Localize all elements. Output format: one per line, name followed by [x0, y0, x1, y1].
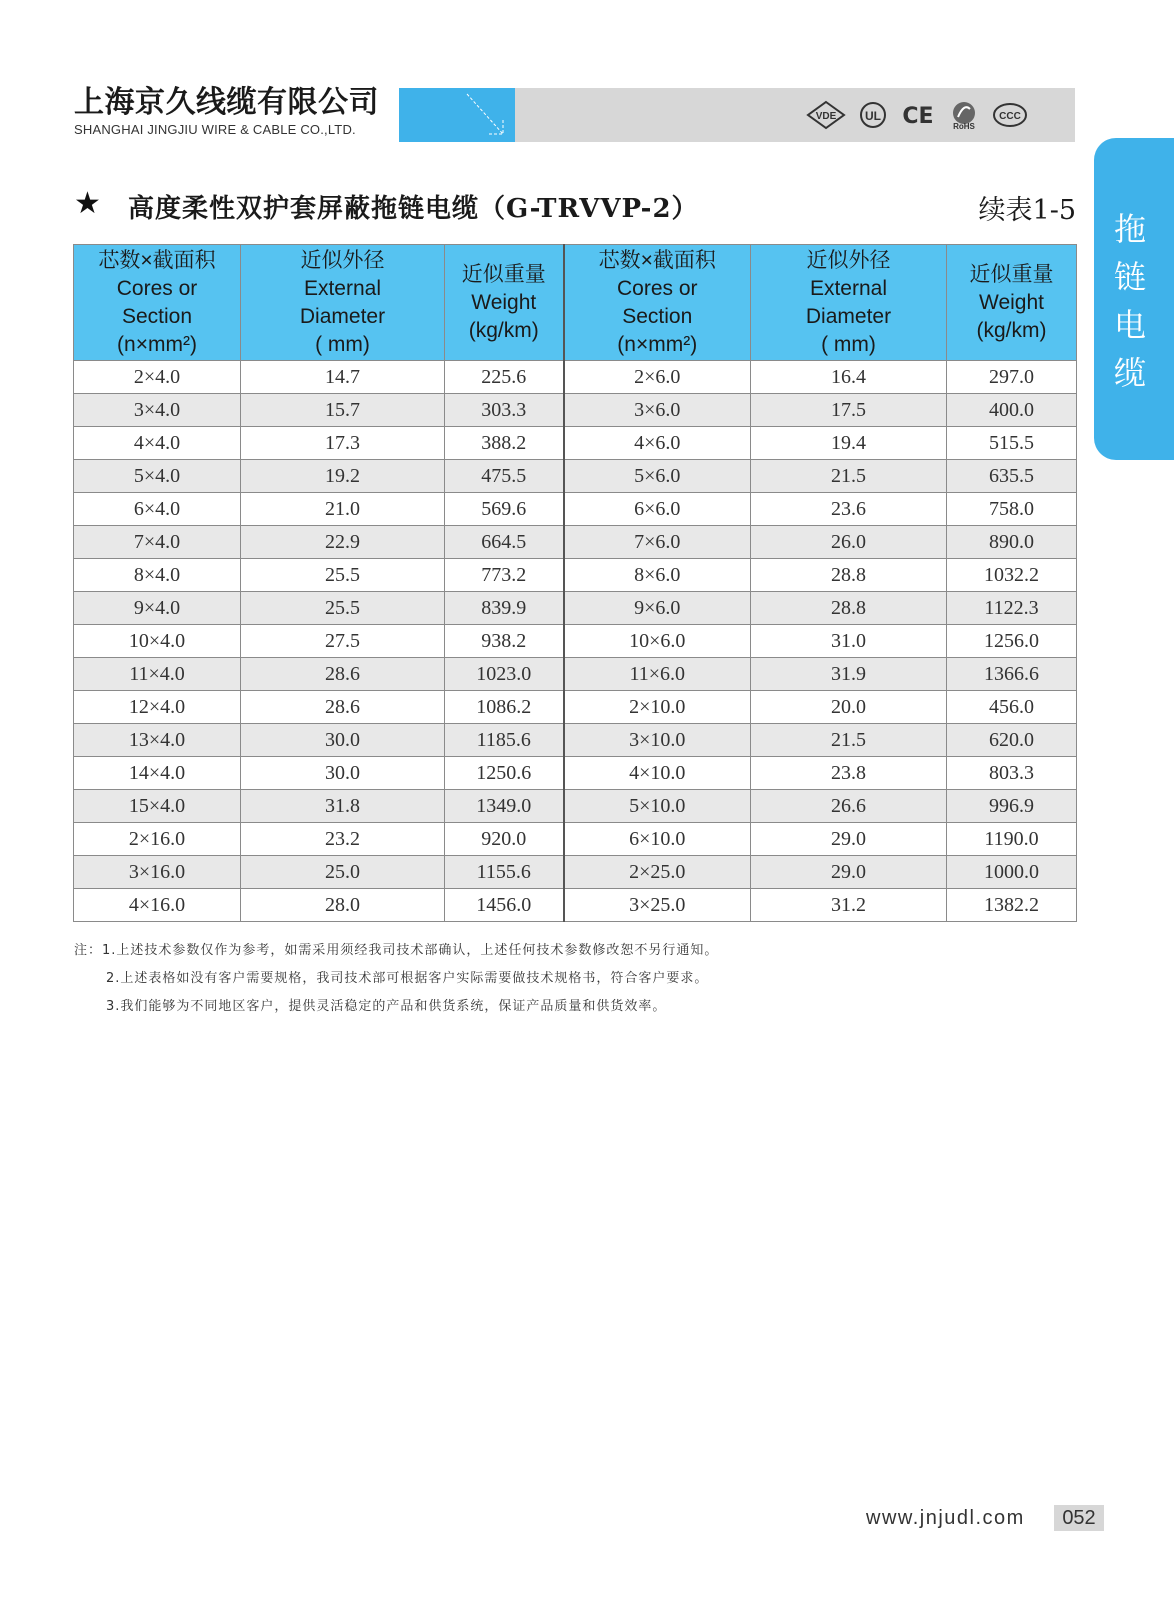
table-row [74, 790, 1077, 823]
table-row [74, 460, 1077, 493]
header-weight: 近似重量 Weight (kg/km) [947, 245, 1077, 361]
cell-cores-section: 3×4.0 [74, 394, 241, 427]
cell-external-diameter: 28.6 [241, 658, 445, 691]
cell-cores-section: 10×6.0 [564, 625, 751, 658]
cell-external-diameter: 17.5 [751, 394, 947, 427]
table-row [74, 394, 1077, 427]
side-tab-label: 拖 链 电 缆 [1113, 210, 1146, 392]
star-icon: ★ [74, 187, 101, 220]
table-row [74, 427, 1077, 460]
svg-text:CCC: CCC [999, 111, 1021, 122]
cell-weight: 388.2 [445, 427, 564, 460]
section-title [74, 186, 1076, 226]
cell-cores-section: 11×4.0 [74, 658, 241, 691]
cell-external-diameter: 31.2 [751, 889, 947, 922]
cell-cores-section: 9×4.0 [74, 592, 241, 625]
diagonal-arrow-icon [399, 88, 515, 142]
cell-weight: 803.3 [947, 757, 1077, 790]
header-accent-block [399, 88, 515, 142]
header-weight: 近似重量 Weight (kg/km) [445, 245, 564, 361]
company-name-en: SHANGHAI JINGJIU WIRE & CABLE CO.,LTD. [74, 122, 356, 137]
cell-weight: 1122.3 [947, 592, 1077, 625]
cell-external-diameter: 27.5 [241, 625, 445, 658]
cell-cores-section: 4×16.0 [74, 889, 241, 922]
cell-cores-section: 3×16.0 [74, 856, 241, 889]
cell-external-diameter: 28.8 [751, 559, 947, 592]
ccc-cert-icon [992, 102, 1028, 128]
cell-cores-section: 4×4.0 [74, 427, 241, 460]
cell-external-diameter: 19.2 [241, 460, 445, 493]
svg-text:VDE: VDE [815, 111, 837, 122]
cell-external-diameter: 29.0 [751, 856, 947, 889]
table-header-row [74, 245, 1077, 361]
cell-external-diameter: 30.0 [241, 724, 445, 757]
header-cores-section: 芯数×截面积 Cores or Section (n×mm²) [74, 245, 241, 361]
cell-cores-section: 3×25.0 [564, 889, 751, 922]
cell-external-diameter: 14.7 [241, 361, 445, 394]
cell-external-diameter: 19.4 [751, 427, 947, 460]
cell-external-diameter: 23.2 [241, 823, 445, 856]
cell-cores-section: 2×16.0 [74, 823, 241, 856]
cell-cores-section: 14×4.0 [74, 757, 241, 790]
cell-weight: 569.6 [445, 493, 564, 526]
cell-weight: 938.2 [445, 625, 564, 658]
cell-external-diameter: 17.3 [241, 427, 445, 460]
cell-cores-section: 2×4.0 [74, 361, 241, 394]
cell-cores-section: 5×4.0 [74, 460, 241, 493]
cell-external-diameter: 28.6 [241, 691, 445, 724]
cell-cores-section: 12×4.0 [74, 691, 241, 724]
cell-weight: 1256.0 [947, 625, 1077, 658]
cell-weight: 1155.6 [445, 856, 564, 889]
vde-cert-icon [806, 100, 846, 130]
cell-external-diameter: 26.6 [751, 790, 947, 823]
notes [74, 937, 718, 1021]
note-line: 3.我们能够为不同地区客户，提供灵活稳定的产品和供货系统，保证产品质量和供货效率。 [106, 999, 667, 1014]
ce-cert-icon [900, 100, 936, 130]
cell-weight: 1382.2 [947, 889, 1077, 922]
svg-text:CE: CE [902, 104, 934, 129]
cell-external-diameter: 16.4 [751, 361, 947, 394]
cell-weight: 1023.0 [445, 658, 564, 691]
page-number: 052 [1054, 1505, 1104, 1531]
header-cores-section: 芯数×截面积 Cores or Section (n×mm²) [564, 245, 751, 361]
cell-cores-section: 10×4.0 [74, 625, 241, 658]
table-row [74, 724, 1077, 757]
cell-weight: 1086.2 [445, 691, 564, 724]
cell-external-diameter: 20.0 [751, 691, 947, 724]
cell-external-diameter: 21.0 [241, 493, 445, 526]
cell-weight: 1190.0 [947, 823, 1077, 856]
cell-external-diameter: 31.9 [751, 658, 947, 691]
table-row [74, 757, 1077, 790]
cell-cores-section: 8×4.0 [74, 559, 241, 592]
cell-weight: 664.5 [445, 526, 564, 559]
cell-external-diameter: 30.0 [241, 757, 445, 790]
cell-weight: 620.0 [947, 724, 1077, 757]
cell-cores-section: 2×25.0 [564, 856, 751, 889]
svg-text:RoHS: RoHS [953, 122, 975, 131]
note-line: 2.上述表格如没有客户需要规格，我司技术部可根据客户实际需要做技术规格书，符合客户要求。 [106, 971, 709, 986]
cell-cores-section: 9×6.0 [564, 592, 751, 625]
cell-external-diameter: 25.5 [241, 592, 445, 625]
cell-cores-section: 6×6.0 [564, 493, 751, 526]
cell-cores-section: 5×10.0 [564, 790, 751, 823]
cell-weight: 1250.6 [445, 757, 564, 790]
table-row [74, 361, 1077, 394]
table-row [74, 658, 1077, 691]
cell-weight: 890.0 [947, 526, 1077, 559]
cell-weight: 225.6 [445, 361, 564, 394]
cell-external-diameter: 25.5 [241, 559, 445, 592]
cell-external-diameter: 31.0 [751, 625, 947, 658]
cell-cores-section: 7×6.0 [564, 526, 751, 559]
cell-weight: 1032.2 [947, 559, 1077, 592]
cell-cores-section: 6×4.0 [74, 493, 241, 526]
table-row [74, 856, 1077, 889]
table-row [74, 493, 1077, 526]
cell-weight: 996.9 [947, 790, 1077, 823]
cell-cores-section: 15×4.0 [74, 790, 241, 823]
cell-weight: 297.0 [947, 361, 1077, 394]
cell-weight: 303.3 [445, 394, 564, 427]
cell-cores-section: 4×10.0 [564, 757, 751, 790]
table-row [74, 592, 1077, 625]
cell-weight: 920.0 [445, 823, 564, 856]
cell-external-diameter: 21.5 [751, 460, 947, 493]
table-row [74, 559, 1077, 592]
cell-cores-section: 5×6.0 [564, 460, 751, 493]
cell-external-diameter: 26.0 [751, 526, 947, 559]
cell-external-diameter: 28.8 [751, 592, 947, 625]
cell-weight: 635.5 [947, 460, 1077, 493]
cell-external-diameter: 22.9 [241, 526, 445, 559]
cell-weight: 456.0 [947, 691, 1077, 724]
cell-external-diameter: 29.0 [751, 823, 947, 856]
cell-cores-section: 3×10.0 [564, 724, 751, 757]
certification-logos [806, 98, 1028, 132]
cell-cores-section: 11×6.0 [564, 658, 751, 691]
cell-external-diameter: 31.8 [241, 790, 445, 823]
cell-weight: 515.5 [947, 427, 1077, 460]
cell-external-diameter: 25.0 [241, 856, 445, 889]
table-row [74, 823, 1077, 856]
website-url: www.jnjudl.com [866, 1507, 1025, 1529]
cell-cores-section: 7×4.0 [74, 526, 241, 559]
cell-weight: 773.2 [445, 559, 564, 592]
cell-external-diameter: 23.8 [751, 757, 947, 790]
table-row [74, 625, 1077, 658]
cell-weight: 1000.0 [947, 856, 1077, 889]
note-line: 注：1.上述技术参数仅作为参考，如需采用须经我司技术部确认，上述任何技术参数修改恕不另行通知。 [74, 943, 719, 958]
cell-cores-section: 6×10.0 [564, 823, 751, 856]
page-title: 高度柔性双护套屏蔽拖链电缆（G-TRVVP-2） [128, 194, 699, 224]
svg-text:UL: UL [865, 109, 881, 123]
table-continuation-label: 续表1-5 [978, 195, 1076, 226]
table-row [74, 691, 1077, 724]
header-external-diameter: 近似外径 External Diameter ( mm) [241, 245, 445, 361]
company-name-cn: 上海京久线缆有限公司 [74, 85, 379, 120]
cell-cores-section: 2×10.0 [564, 691, 751, 724]
cell-weight: 475.5 [445, 460, 564, 493]
table-row [74, 889, 1077, 922]
cell-weight: 1456.0 [445, 889, 564, 922]
cell-cores-section: 4×6.0 [564, 427, 751, 460]
cell-cores-section: 8×6.0 [564, 559, 751, 592]
table-row [74, 526, 1077, 559]
header-external-diameter: 近似外径 External Diameter ( mm) [751, 245, 947, 361]
cell-weight: 839.9 [445, 592, 564, 625]
cell-cores-section: 3×6.0 [564, 394, 751, 427]
company-logo [74, 86, 379, 137]
ul-cert-icon [858, 100, 888, 130]
cell-weight: 1349.0 [445, 790, 564, 823]
cell-cores-section: 2×6.0 [564, 361, 751, 394]
cell-weight: 1185.6 [445, 724, 564, 757]
spec-table [73, 244, 1077, 922]
cell-weight: 758.0 [947, 493, 1077, 526]
cell-cores-section: 13×4.0 [74, 724, 241, 757]
cell-external-diameter: 28.0 [241, 889, 445, 922]
cell-weight: 400.0 [947, 394, 1077, 427]
rohs-cert-icon [948, 99, 980, 131]
cell-external-diameter: 21.5 [751, 724, 947, 757]
cell-external-diameter: 23.6 [751, 493, 947, 526]
cell-external-diameter: 15.7 [241, 394, 445, 427]
cell-weight: 1366.6 [947, 658, 1077, 691]
